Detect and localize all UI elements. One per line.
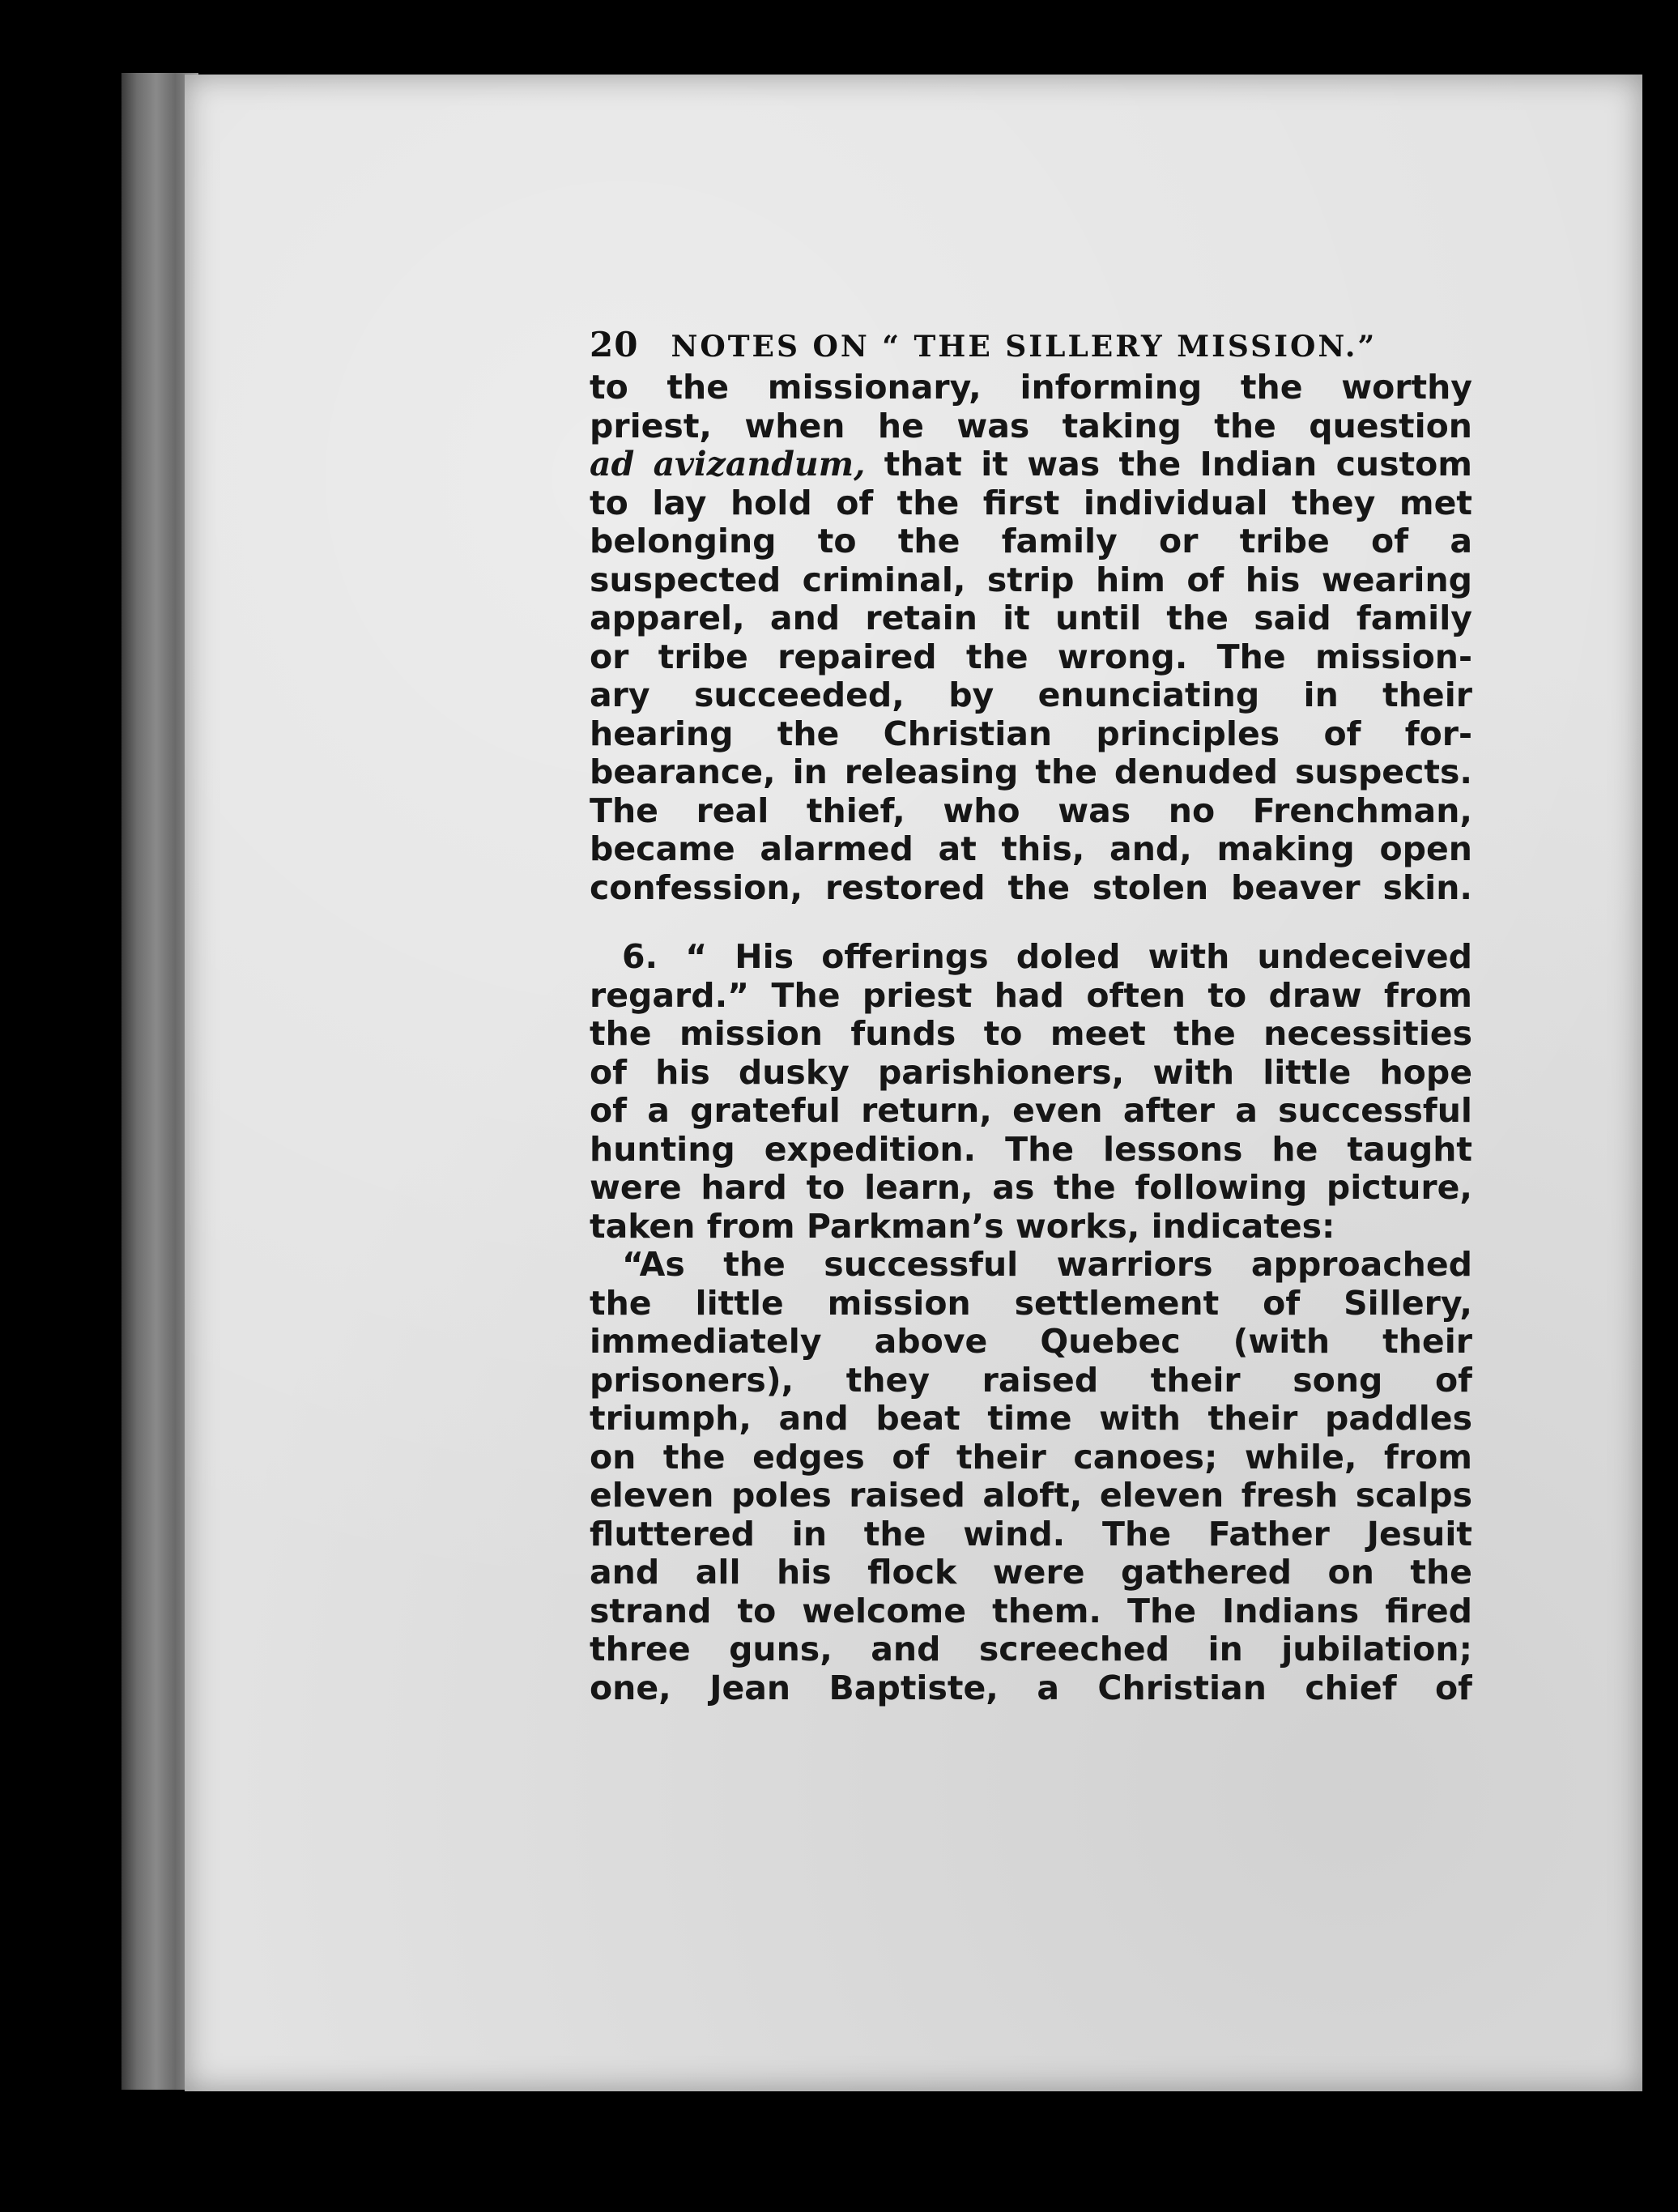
page-text-block	[590, 322, 1472, 1707]
text-line: bearance, in releasing the denuded suspects.	[590, 753, 1472, 791]
text-line: “As the successful warriors approached	[622, 1246, 1472, 1284]
italic-phrase: ad avizandum,	[590, 445, 866, 484]
text-line: strand to welcome them. The Indians fired	[590, 1592, 1472, 1630]
text-line: of his dusky parishioners, with little hope	[590, 1053, 1472, 1092]
text-line: immediately above Quebec (with their	[590, 1323, 1472, 1361]
text-line: of a grateful return, even after a successful	[590, 1092, 1472, 1130]
text-line: or tribe repaired the wrong. The mission-	[590, 637, 1472, 676]
text-line: suspected criminal, strip him of his wearing	[590, 560, 1472, 599]
text-line: taken from Parkman’s works, indicates:	[590, 1207, 1335, 1246]
text-line: priest, when he was taking the question	[590, 407, 1472, 445]
text-line: hunting expedition. The lessons he taught	[590, 1130, 1472, 1169]
text-line: to lay hold of the first individual they met	[590, 484, 1472, 522]
text-line: became alarmed at this, and, making open	[590, 830, 1472, 868]
text-line: ary succeeded, by enunciating in their	[590, 676, 1472, 714]
text-line: eleven poles raised aloft, eleven fresh scalps	[590, 1477, 1472, 1515]
text-line: belonging to the family or tribe of a	[590, 522, 1472, 560]
text-line: prisoners), they raised their song of	[590, 1361, 1472, 1400]
text-line: three guns, and screeched in jubilation;	[590, 1630, 1472, 1669]
page	[185, 75, 1642, 2091]
text-line: hearing the Christian principles of for-	[590, 714, 1472, 753]
text-line: were hard to learn, as the following picture,	[590, 1169, 1472, 1207]
text-line	[590, 445, 1472, 484]
text-line: confession, restored the stolen beaver skin.	[590, 868, 1472, 907]
text-line: and all his flock were gathered on the	[590, 1554, 1472, 1592]
text-line: the little mission settlement of Sillery,	[590, 1284, 1472, 1323]
running-title: NOTES ON “ THE SILLERY MISSION.”	[671, 330, 1378, 364]
text-line: fluttered in the wind. The Father Jesuit	[590, 1515, 1472, 1554]
text-line: one, Jean Baptiste, a Christian chief of	[590, 1669, 1472, 1707]
text-line: on the edges of their canoes; while, from	[590, 1438, 1472, 1477]
paragraph-2	[590, 938, 1472, 1707]
running-head	[590, 322, 1472, 369]
text-line: to the missionary, informing the worthy	[590, 369, 1472, 407]
paragraph-gap	[590, 907, 1472, 938]
text-line: apparel, and retain it until the said family	[590, 599, 1472, 637]
text-line: regard.” The priest had often to draw from	[590, 976, 1472, 1015]
page-number: 20	[590, 325, 639, 364]
paragraph-1	[590, 369, 1472, 907]
text-line: the mission funds to meet the necessities	[590, 1015, 1472, 1053]
text-fragment: that it was the Indian custom	[865, 445, 1472, 484]
text-line: triumph, and beat time with their paddles	[590, 1400, 1472, 1438]
text-line: The real thief, who was no Frenchman,	[590, 791, 1472, 830]
text-line: 6. “ His offerings doled with undeceived	[622, 938, 1472, 976]
